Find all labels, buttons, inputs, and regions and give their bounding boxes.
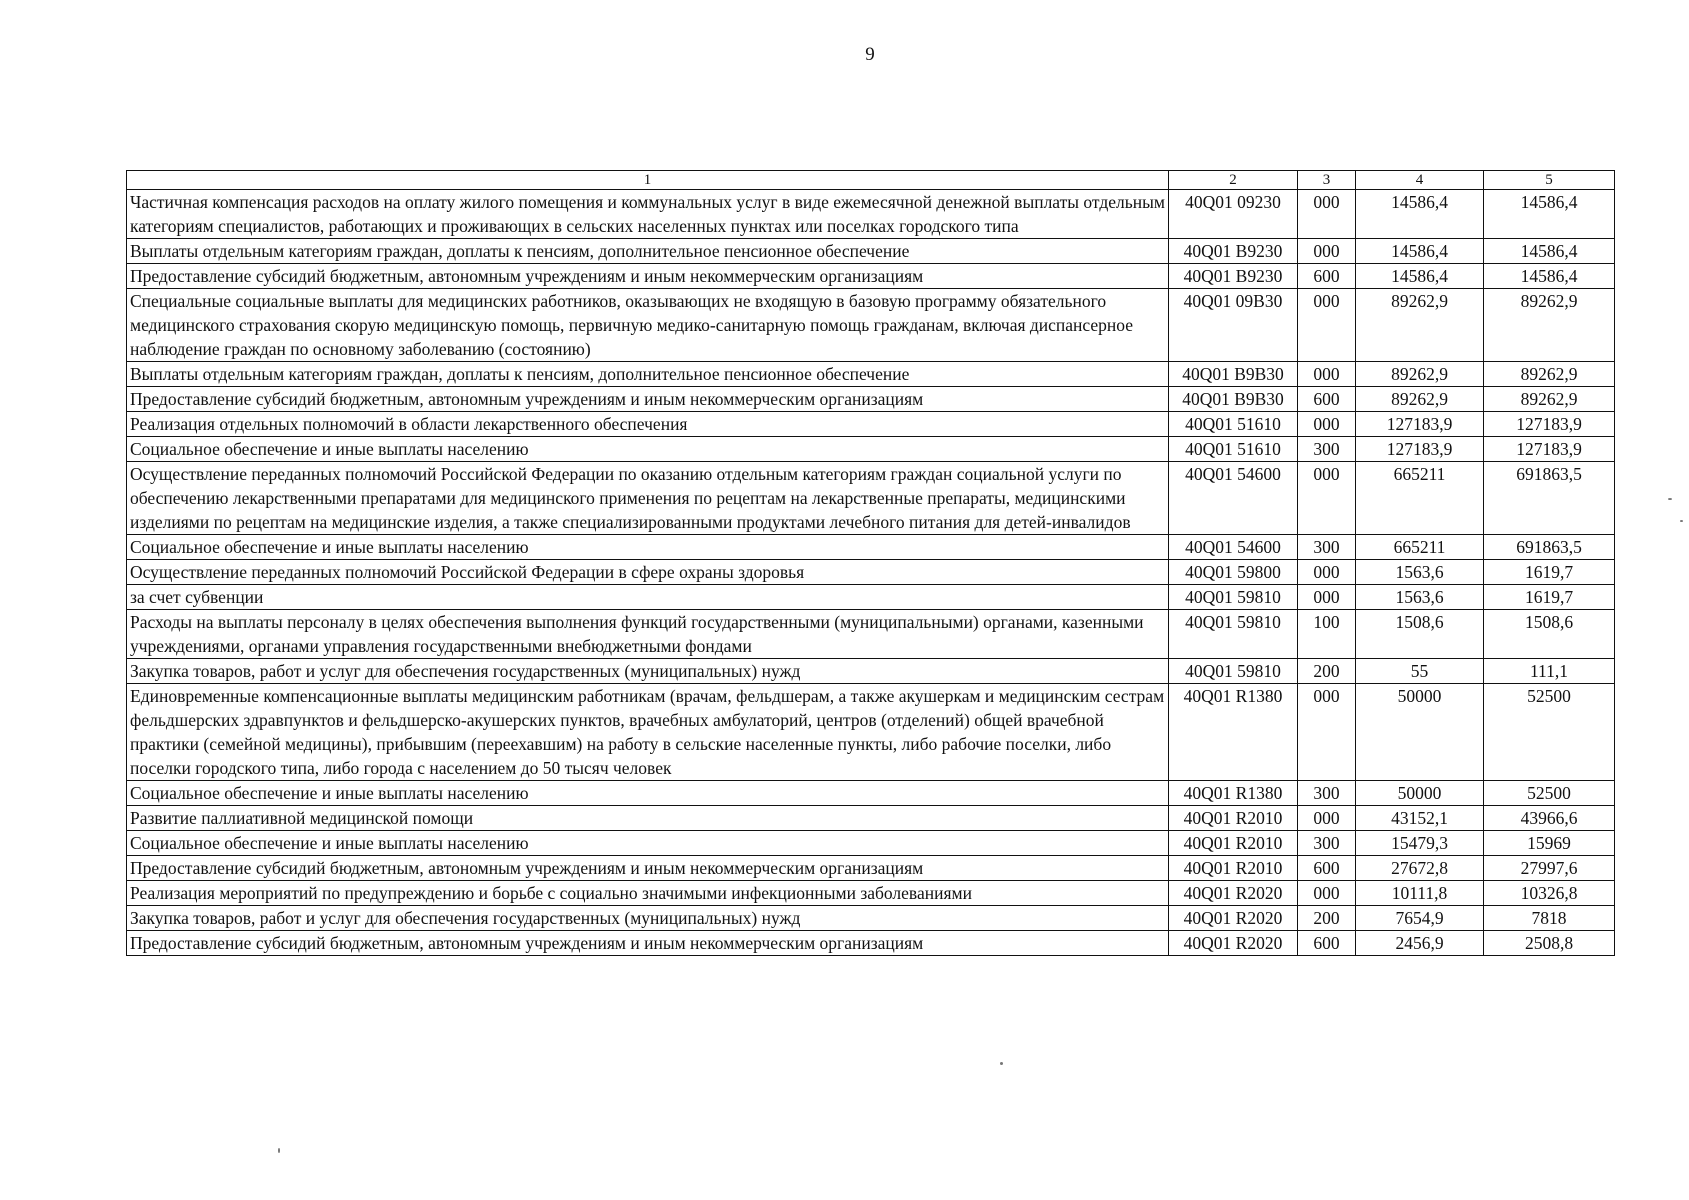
row-value-col4-cell: 89262,9 [1356,387,1484,412]
row-code-cell: 40Q01 59810 [1169,585,1298,610]
row-value-col5-cell: 127183,9 [1484,412,1615,437]
row-expense-type-cell: 200 [1298,659,1356,684]
page-number: 9 [865,44,875,65]
budget-table [126,170,1615,956]
row-expense-type-cell: 000 [1298,289,1356,362]
table-row [127,362,1615,387]
row-value-col5-cell: 14586,4 [1484,190,1615,239]
row-expense-type-cell: 000 [1298,362,1356,387]
row-value-col5-cell: 127183,9 [1484,437,1615,462]
table-row [127,831,1615,856]
row-name-cell: Социальное обеспечение и иные выплаты населению [127,437,1169,462]
row-expense-type-cell: 600 [1298,931,1356,956]
row-code-cell: 40Q01 54600 [1169,462,1298,535]
row-value-col4-cell: 27672,8 [1356,856,1484,881]
table-row [127,387,1615,412]
header-col-5: 5 [1484,171,1615,190]
table-row [127,289,1615,362]
row-value-col4-cell: 1563,6 [1356,560,1484,585]
row-value-col5-cell: 15969 [1484,831,1615,856]
row-value-col5-cell: 52500 [1484,781,1615,806]
header-col-4: 4 [1356,171,1484,190]
row-expense-type-cell: 000 [1298,560,1356,585]
row-value-col5-cell: 14586,4 [1484,264,1615,289]
row-code-cell: 40Q01 R2020 [1169,906,1298,931]
row-value-col4-cell: 89262,9 [1356,289,1484,362]
scan-speck [1668,498,1672,500]
table-row [127,412,1615,437]
row-value-col4-cell: 89262,9 [1356,362,1484,387]
table-row [127,190,1615,239]
table-row [127,906,1615,931]
row-value-col4-cell: 50000 [1356,684,1484,781]
row-value-col4-cell: 665211 [1356,462,1484,535]
row-code-cell: 40Q01 59800 [1169,560,1298,585]
row-value-col5-cell: 111,1 [1484,659,1615,684]
header-col-1: 1 [127,171,1169,190]
table-row [127,856,1615,881]
row-expense-type-cell: 000 [1298,881,1356,906]
row-value-col5-cell: 1619,7 [1484,585,1615,610]
row-name-cell: Реализация мероприятий по предупреждению и борьбе с социально значимыми инфекционными заболеваниями [127,881,1169,906]
row-name-cell: Осуществление переданных полномочий Российской Федерации по оказанию отдельным категориям граждан социальной услуги по обеспечению лекарственными препаратами для медицинского применения по рецептам на лекарственные препараты, медицинскими изделиями по рецептам на медицинские изделия, а также специализированными продуктами лечебного питания для детей-инвалидов [127,462,1169,535]
row-name-cell: Предоставление субсидий бюджетным, автономным учреждениям и иным некоммерческим организациям [127,387,1169,412]
row-value-col5-cell: 43966,6 [1484,806,1615,831]
row-code-cell: 40Q01 R2010 [1169,831,1298,856]
row-value-col4-cell: 15479,3 [1356,831,1484,856]
row-name-cell: Социальное обеспечение и иные выплаты населению [127,781,1169,806]
row-code-cell: 40Q01 R2010 [1169,856,1298,881]
table-row [127,610,1615,659]
row-code-cell: 40Q01 R2020 [1169,881,1298,906]
row-value-col4-cell: 14586,4 [1356,190,1484,239]
scan-speck [1680,520,1683,522]
row-expense-type-cell: 100 [1298,610,1356,659]
row-value-col5-cell: 10326,8 [1484,881,1615,906]
row-expense-type-cell: 300 [1298,437,1356,462]
row-name-cell: Развитие паллиативной медицинской помощи [127,806,1169,831]
row-value-col5-cell: 52500 [1484,684,1615,781]
row-code-cell: 40Q01 R2020 [1169,931,1298,956]
row-name-cell: Расходы на выплаты персоналу в целях обеспечения выполнения функций государственными (муниципальными) органами, казенными учреждениями, органами управления государственными внебюджетными фондами [127,610,1169,659]
row-name-cell: за счет субвенции [127,585,1169,610]
row-name-cell: Закупка товаров, работ и услуг для обеспечения государственных (муниципальных) нужд [127,906,1169,931]
row-name-cell: Социальное обеспечение и иные выплаты населению [127,535,1169,560]
row-code-cell: 40Q01 R1380 [1169,781,1298,806]
row-expense-type-cell: 000 [1298,462,1356,535]
row-expense-type-cell: 300 [1298,831,1356,856]
row-value-col4-cell: 50000 [1356,781,1484,806]
row-value-col5-cell: 27997,6 [1484,856,1615,881]
row-code-cell: 40Q01 B9230 [1169,264,1298,289]
row-name-cell: Осуществление переданных полномочий Российской Федерации в сфере охраны здоровья [127,560,1169,585]
scan-speck [278,1148,280,1153]
row-name-cell: Единовременные компенсационные выплаты медицинским работникам (врачам, фельдшерам, а также акушеркам и медицинским сестрам фельдшерских здравпунктов и фельдшерско-акушерских пунктов, врачебных амбулаторий, центров (отделений) общей врачебной практики (семейной медицины), прибывшим (переехавшим) на работу в сельские населенные пункты, либо рабочие поселки, либо поселки городского типа, либо города с населением до 50 тысяч человек [127,684,1169,781]
row-code-cell: 40Q01 B9230 [1169,239,1298,264]
table-row [127,462,1615,535]
table-row [127,881,1615,906]
row-expense-type-cell: 000 [1298,684,1356,781]
row-expense-type-cell: 600 [1298,856,1356,881]
table-row [127,585,1615,610]
header-col-3: 3 [1298,171,1356,190]
row-value-col5-cell: 89262,9 [1484,387,1615,412]
row-name-cell: Выплаты отдельным категориям граждан, доплаты к пенсиям, дополнительное пенсионное обеспечение [127,362,1169,387]
table-row [127,806,1615,831]
row-value-col4-cell: 10111,8 [1356,881,1484,906]
table-row [127,659,1615,684]
row-expense-type-cell: 000 [1298,190,1356,239]
row-name-cell: Специальные социальные выплаты для медицинских работников, оказывающих не входящую в базовую программу обязательного медицинского страхования скорую медицинскую помощь, первичную медико-санитарную помощь гражданам, включая диспансерное наблюдение граждан по основному заболеванию (состоянию) [127,289,1169,362]
table-row [127,781,1615,806]
row-value-col4-cell: 127183,9 [1356,412,1484,437]
row-expense-type-cell: 000 [1298,412,1356,437]
row-value-col4-cell: 2456,9 [1356,931,1484,956]
table-row [127,560,1615,585]
row-name-cell: Социальное обеспечение и иные выплаты населению [127,831,1169,856]
table-row [127,535,1615,560]
row-code-cell: 40Q01 R1380 [1169,684,1298,781]
row-name-cell: Частичная компенсация расходов на оплату жилого помещения и коммунальных услуг в виде ежемесячной денежной выплаты отдельным категориям специалистов, работающих и проживающих в сельских населенных пунктах или поселках городского типа [127,190,1169,239]
scan-speck [1000,1062,1003,1065]
table-row [127,684,1615,781]
row-name-cell: Предоставление субсидий бюджетным, автономным учреждениям и иным некоммерческим организациям [127,931,1169,956]
row-code-cell: 40Q01 B9B30 [1169,362,1298,387]
row-value-col4-cell: 14586,4 [1356,239,1484,264]
row-name-cell: Предоставление субсидий бюджетным, автономным учреждениям и иным некоммерческим организациям [127,856,1169,881]
row-expense-type-cell: 000 [1298,585,1356,610]
row-expense-type-cell: 200 [1298,906,1356,931]
row-value-col4-cell: 55 [1356,659,1484,684]
row-value-col4-cell: 7654,9 [1356,906,1484,931]
row-expense-type-cell: 000 [1298,806,1356,831]
row-name-cell: Закупка товаров, работ и услуг для обеспечения государственных (муниципальных) нужд [127,659,1169,684]
row-value-col5-cell: 1619,7 [1484,560,1615,585]
row-expense-type-cell: 000 [1298,239,1356,264]
row-expense-type-cell: 300 [1298,781,1356,806]
row-value-col5-cell: 1508,6 [1484,610,1615,659]
row-value-col5-cell: 89262,9 [1484,362,1615,387]
table-row [127,437,1615,462]
row-code-cell: 40Q01 09230 [1169,190,1298,239]
row-value-col5-cell: 89262,9 [1484,289,1615,362]
row-code-cell: 40Q01 59810 [1169,610,1298,659]
table-body [127,190,1615,956]
row-value-col5-cell: 7818 [1484,906,1615,931]
row-expense-type-cell: 600 [1298,264,1356,289]
row-value-col4-cell: 1508,6 [1356,610,1484,659]
row-name-cell: Предоставление субсидий бюджетным, автономным учреждениям и иным некоммерческим организациям [127,264,1169,289]
row-name-cell: Реализация отдельных полномочий в области лекарственного обеспечения [127,412,1169,437]
row-value-col4-cell: 43152,1 [1356,806,1484,831]
row-value-col5-cell: 14586,4 [1484,239,1615,264]
row-expense-type-cell: 300 [1298,535,1356,560]
row-value-col5-cell: 2508,8 [1484,931,1615,956]
header-col-2: 2 [1169,171,1298,190]
row-code-cell: 40Q01 B9B30 [1169,387,1298,412]
table-row [127,239,1615,264]
row-name-cell: Выплаты отдельным категориям граждан, доплаты к пенсиям, дополнительное пенсионное обеспечение [127,239,1169,264]
table-row [127,931,1615,956]
row-value-col4-cell: 14586,4 [1356,264,1484,289]
row-code-cell: 40Q01 09B30 [1169,289,1298,362]
row-value-col5-cell: 691863,5 [1484,535,1615,560]
row-value-col4-cell: 1563,6 [1356,585,1484,610]
row-value-col4-cell: 127183,9 [1356,437,1484,462]
table-row [127,264,1615,289]
row-code-cell: 40Q01 51610 [1169,412,1298,437]
row-code-cell: 40Q01 R2010 [1169,806,1298,831]
row-code-cell: 40Q01 51610 [1169,437,1298,462]
row-code-cell: 40Q01 59810 [1169,659,1298,684]
row-expense-type-cell: 600 [1298,387,1356,412]
header-row [127,171,1615,190]
row-value-col4-cell: 665211 [1356,535,1484,560]
row-value-col5-cell: 691863,5 [1484,462,1615,535]
row-code-cell: 40Q01 54600 [1169,535,1298,560]
